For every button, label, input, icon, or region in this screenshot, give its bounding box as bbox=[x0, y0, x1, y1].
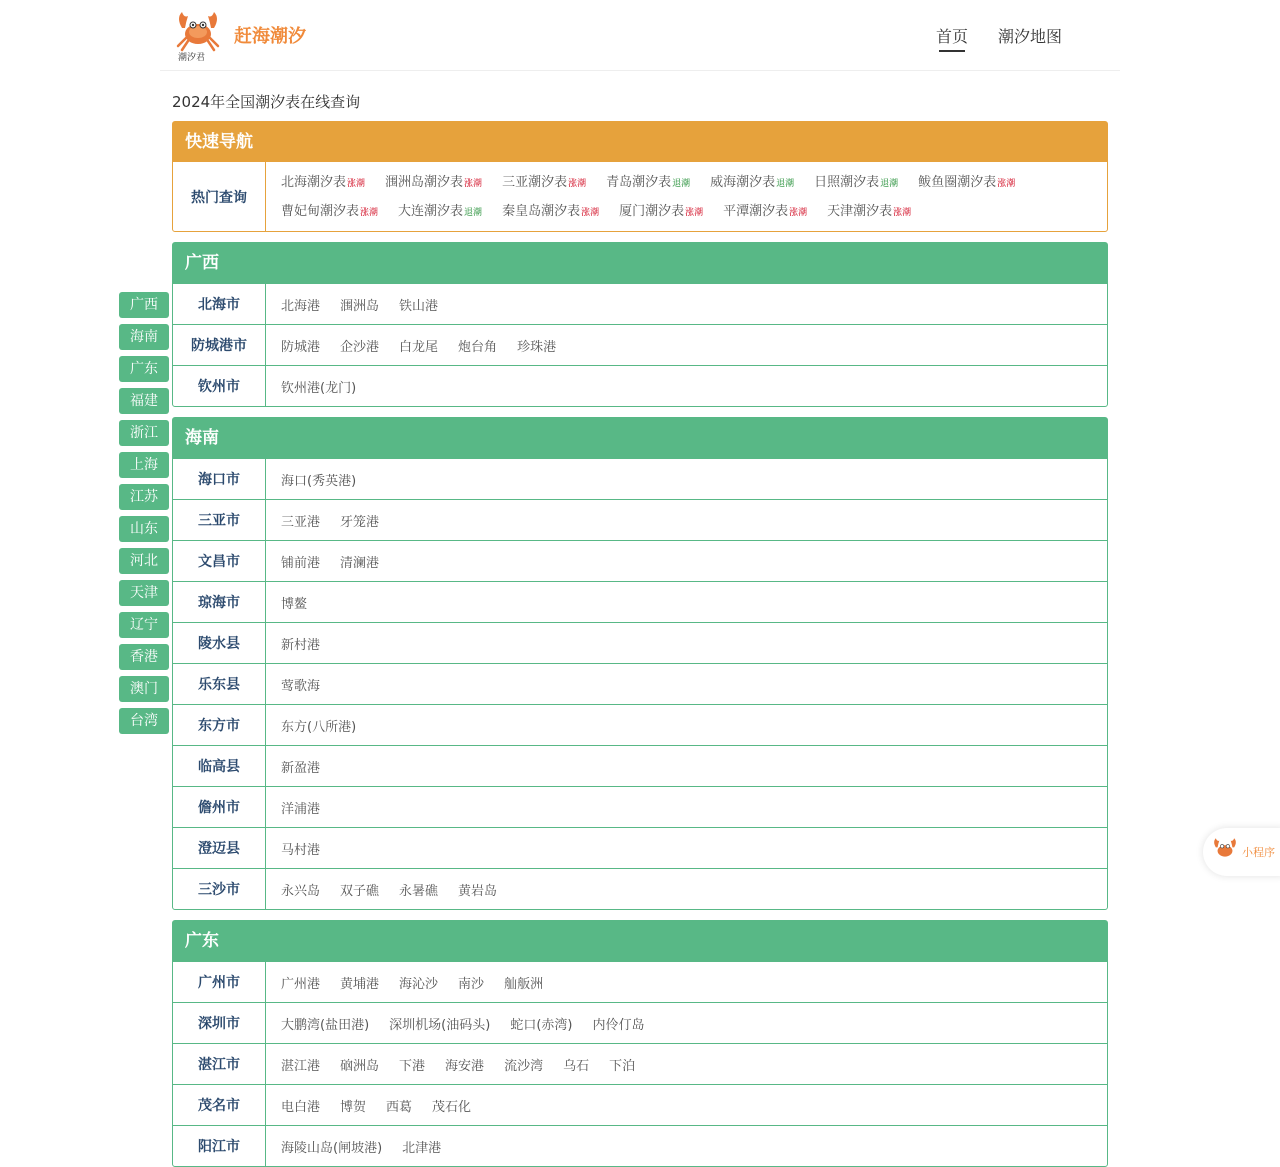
region-sidebar bbox=[119, 292, 169, 740]
region-section bbox=[172, 417, 1108, 910]
quick-nav bbox=[172, 121, 1108, 232]
hot-query-link[interactable] bbox=[281, 202, 378, 222]
port-link[interactable]: 南沙 bbox=[458, 976, 485, 992]
port-link[interactable]: 电白港 bbox=[281, 1099, 321, 1115]
port-list bbox=[266, 664, 1107, 704]
region-title: 广东 bbox=[173, 921, 1107, 961]
crab-mini-icon bbox=[1211, 836, 1239, 868]
sidebar-region-link[interactable]: 上海 bbox=[119, 452, 169, 478]
hot-query-link[interactable] bbox=[814, 173, 898, 193]
city-row bbox=[173, 827, 1107, 868]
port-link[interactable]: 深圳机场(油码头) bbox=[389, 1017, 491, 1033]
port-link[interactable]: 海口(秀英港) bbox=[281, 473, 357, 489]
port-list bbox=[266, 366, 1107, 406]
sidebar-region-link[interactable]: 天津 bbox=[119, 580, 169, 606]
port-link[interactable]: 企沙港 bbox=[340, 339, 380, 355]
sidebar-region-link[interactable]: 辽宁 bbox=[119, 612, 169, 638]
sidebar-region-link[interactable]: 海南 bbox=[119, 324, 169, 350]
hot-query-name: 平潭潮汐表 bbox=[723, 204, 789, 219]
city-name: 陵水县 bbox=[173, 623, 266, 663]
port-list bbox=[266, 705, 1107, 745]
tide-status-badge: 涨潮 bbox=[464, 179, 483, 189]
port-link[interactable]: 茂石化 bbox=[432, 1099, 472, 1115]
port-list bbox=[266, 787, 1107, 827]
city-row bbox=[173, 1125, 1107, 1166]
tide-status-badge: 涨潮 bbox=[685, 208, 704, 218]
sidebar-region-link[interactable]: 澳门 bbox=[119, 676, 169, 702]
port-link[interactable]: 铁山港 bbox=[399, 298, 439, 314]
page-title: 2024年全国潮汐表在线查询 bbox=[172, 93, 361, 111]
mini-program-label: 小程序 bbox=[1242, 846, 1275, 859]
port-link[interactable]: 马村港 bbox=[281, 842, 321, 858]
city-row bbox=[173, 540, 1107, 581]
mini-program-button[interactable] bbox=[1203, 828, 1280, 876]
port-link[interactable]: 下港 bbox=[399, 1058, 426, 1074]
city-row bbox=[173, 1043, 1107, 1084]
hot-query-name: 威海潮汐表 bbox=[710, 175, 776, 190]
city-row bbox=[173, 704, 1107, 745]
port-link[interactable]: 海陵山岛(闸坡港) bbox=[281, 1140, 383, 1156]
city-row bbox=[173, 458, 1107, 499]
tide-status-badge: 涨潮 bbox=[789, 208, 808, 218]
port-list bbox=[266, 284, 1107, 324]
hot-query-name: 厦门潮汐表 bbox=[619, 204, 685, 219]
port-link[interactable]: 新村港 bbox=[281, 637, 321, 653]
tide-status-badge: 涨潮 bbox=[360, 208, 379, 218]
hot-query-name: 日照潮汐表 bbox=[814, 175, 880, 190]
sidebar-region-link[interactable]: 广东 bbox=[119, 356, 169, 382]
port-link[interactable]: 洋浦港 bbox=[281, 801, 321, 817]
nav-home[interactable]: 首页 bbox=[936, 24, 968, 52]
port-link[interactable]: 莺歌海 bbox=[281, 678, 321, 694]
port-link[interactable]: 黄埔港 bbox=[340, 976, 380, 992]
city-name: 文昌市 bbox=[173, 541, 266, 581]
port-list bbox=[266, 623, 1107, 663]
tide-status-badge: 退潮 bbox=[880, 179, 899, 189]
site-header bbox=[160, 0, 1120, 71]
port-link[interactable]: 蛇口(赤湾) bbox=[510, 1017, 573, 1033]
port-link[interactable]: 流沙湾 bbox=[504, 1058, 544, 1074]
nav-tide-map[interactable]: 潮汐地图 bbox=[998, 27, 1063, 46]
city-row bbox=[173, 499, 1107, 540]
hot-query-name: 秦皇岛潮汐表 bbox=[502, 204, 581, 219]
tide-status-badge: 涨潮 bbox=[581, 208, 600, 218]
city-row bbox=[173, 1002, 1107, 1043]
city-name: 三沙市 bbox=[173, 869, 266, 909]
city-name: 防城港市 bbox=[173, 325, 266, 365]
hot-query-name: 青岛潮汐表 bbox=[606, 175, 672, 190]
hot-query-link[interactable] bbox=[606, 173, 690, 193]
port-link[interactable]: 博贺 bbox=[340, 1099, 367, 1115]
port-list bbox=[266, 1044, 1107, 1084]
logo-subtitle: 潮汐君 bbox=[178, 53, 206, 63]
port-list bbox=[266, 1085, 1107, 1125]
hot-query-name: 北海潮汐表 bbox=[281, 175, 347, 190]
tide-status-badge: 涨潮 bbox=[347, 179, 366, 189]
port-link[interactable]: 防城港 bbox=[281, 339, 321, 355]
hot-query-link[interactable] bbox=[710, 173, 794, 193]
hot-query-link[interactable] bbox=[827, 202, 911, 222]
city-name: 钦州市 bbox=[173, 366, 266, 406]
city-name: 琼海市 bbox=[173, 582, 266, 622]
city-row bbox=[173, 622, 1107, 663]
top-nav bbox=[936, 24, 1062, 52]
hot-query-name: 曹妃甸潮汐表 bbox=[281, 204, 360, 219]
city-row bbox=[173, 961, 1107, 1002]
tide-status-badge: 涨潮 bbox=[997, 179, 1016, 189]
port-link[interactable]: 永暑礁 bbox=[399, 883, 439, 899]
city-row bbox=[173, 324, 1107, 365]
port-link[interactable]: 内伶仃岛 bbox=[592, 1017, 645, 1033]
port-link[interactable]: 炮台角 bbox=[458, 339, 498, 355]
sidebar-region-link[interactable]: 河北 bbox=[119, 548, 169, 574]
port-list bbox=[266, 869, 1107, 909]
tide-status-badge: 涨潮 bbox=[568, 179, 587, 189]
city-row bbox=[173, 283, 1107, 324]
region-title: 海南 bbox=[173, 418, 1107, 458]
city-name: 广州市 bbox=[173, 962, 266, 1002]
port-link[interactable]: 海沁沙 bbox=[399, 976, 439, 992]
city-name: 东方市 bbox=[173, 705, 266, 745]
sidebar-region-link[interactable]: 山东 bbox=[119, 516, 169, 542]
city-name: 儋州市 bbox=[173, 787, 266, 827]
port-link[interactable]: 双子礁 bbox=[340, 883, 380, 899]
port-link[interactable]: 舢舨洲 bbox=[504, 976, 544, 992]
port-list bbox=[266, 962, 1107, 1002]
port-link[interactable]: 牙笼港 bbox=[340, 514, 380, 530]
port-link[interactable]: 东方(八所港) bbox=[281, 719, 357, 735]
main-content bbox=[172, 121, 1108, 1167]
port-list bbox=[266, 1003, 1107, 1043]
port-link[interactable]: 铺前港 bbox=[281, 555, 321, 571]
tide-status-badge: 涨潮 bbox=[893, 208, 912, 218]
hot-query-link[interactable] bbox=[502, 202, 599, 222]
city-name: 海口市 bbox=[173, 459, 266, 499]
city-name: 深圳市 bbox=[173, 1003, 266, 1043]
city-name: 阳江市 bbox=[173, 1126, 266, 1166]
hot-query-link[interactable] bbox=[619, 202, 703, 222]
region-section bbox=[172, 920, 1108, 1167]
hot-query-links bbox=[266, 162, 1107, 231]
city-row bbox=[173, 663, 1107, 704]
port-list bbox=[266, 541, 1107, 581]
city-name: 北海市 bbox=[173, 284, 266, 324]
port-list bbox=[266, 746, 1107, 786]
port-link[interactable]: 湛江港 bbox=[281, 1058, 321, 1074]
port-list bbox=[266, 1126, 1107, 1166]
port-list bbox=[266, 325, 1107, 365]
city-name: 乐东县 bbox=[173, 664, 266, 704]
hot-query-link[interactable] bbox=[723, 202, 807, 222]
city-row bbox=[173, 581, 1107, 622]
city-row bbox=[173, 868, 1107, 909]
port-link[interactable]: 大鹏湾(盐田港) bbox=[281, 1017, 370, 1033]
tide-status-badge: 退潮 bbox=[464, 208, 483, 218]
hot-query-name: 涠洲岛潮汐表 bbox=[385, 175, 464, 190]
sidebar-region-link[interactable]: 江苏 bbox=[119, 484, 169, 510]
city-name: 茂名市 bbox=[173, 1085, 266, 1125]
hot-query-link[interactable] bbox=[385, 173, 482, 193]
region-title: 广西 bbox=[173, 243, 1107, 283]
port-link[interactable]: 新盈港 bbox=[281, 760, 321, 776]
port-link[interactable]: 西葛 bbox=[386, 1099, 413, 1115]
port-link[interactable]: 海安港 bbox=[445, 1058, 485, 1074]
hot-query-link[interactable] bbox=[281, 173, 365, 193]
port-link[interactable]: 硇洲岛 bbox=[340, 1058, 380, 1074]
port-link[interactable]: 三亚港 bbox=[281, 514, 321, 530]
port-list bbox=[266, 828, 1107, 868]
sidebar-region-link[interactable]: 台湾 bbox=[119, 708, 169, 734]
site-name[interactable]: 赶海潮汐 bbox=[234, 26, 306, 47]
hot-query-name: 鲅鱼圈潮汐表 bbox=[918, 175, 997, 190]
port-list bbox=[266, 500, 1107, 540]
tide-status-badge: 退潮 bbox=[776, 179, 795, 189]
hot-query-link[interactable] bbox=[398, 202, 482, 222]
port-link[interactable]: 博鳌 bbox=[281, 596, 308, 612]
port-link[interactable]: 黄岩岛 bbox=[458, 883, 498, 899]
port-link[interactable]: 北海港 bbox=[281, 298, 321, 314]
region-section bbox=[172, 242, 1108, 407]
sidebar-region-link[interactable]: 广西 bbox=[119, 292, 169, 318]
port-link[interactable]: 北津港 bbox=[402, 1140, 442, 1156]
port-link[interactable]: 涠洲岛 bbox=[340, 298, 380, 314]
sidebar-region-link[interactable]: 福建 bbox=[119, 388, 169, 414]
city-name: 湛江市 bbox=[173, 1044, 266, 1084]
hot-query-label: 热门查询 bbox=[173, 162, 266, 231]
port-link[interactable]: 钦州港(龙门) bbox=[281, 380, 357, 396]
tide-status-badge: 退潮 bbox=[672, 179, 691, 189]
hot-query-name: 天津潮汐表 bbox=[827, 204, 893, 219]
port-link[interactable]: 下泊 bbox=[609, 1058, 636, 1074]
hot-query-name: 大连潮汐表 bbox=[398, 204, 464, 219]
port-link[interactable]: 乌石 bbox=[563, 1058, 590, 1074]
city-row bbox=[173, 1084, 1107, 1125]
port-link[interactable]: 广州港 bbox=[281, 976, 321, 992]
quick-nav-title: 快速导航 bbox=[173, 122, 1107, 162]
hot-query-link[interactable] bbox=[918, 173, 1015, 193]
city-name: 澄迈县 bbox=[173, 828, 266, 868]
port-link[interactable]: 珍珠港 bbox=[517, 339, 557, 355]
city-name: 临高县 bbox=[173, 746, 266, 786]
sidebar-region-link[interactable]: 浙江 bbox=[119, 420, 169, 446]
sidebar-region-link[interactable]: 香港 bbox=[119, 644, 169, 670]
city-row bbox=[173, 745, 1107, 786]
port-link[interactable]: 清澜港 bbox=[340, 555, 380, 571]
city-row bbox=[173, 365, 1107, 406]
hot-query-name: 三亚潮汐表 bbox=[502, 175, 568, 190]
city-row bbox=[173, 786, 1107, 827]
hot-query-link[interactable] bbox=[502, 173, 586, 193]
city-name: 三亚市 bbox=[173, 500, 266, 540]
port-link[interactable]: 永兴岛 bbox=[281, 883, 321, 899]
port-list bbox=[266, 459, 1107, 499]
port-list bbox=[266, 582, 1107, 622]
port-link[interactable]: 白龙尾 bbox=[399, 339, 439, 355]
